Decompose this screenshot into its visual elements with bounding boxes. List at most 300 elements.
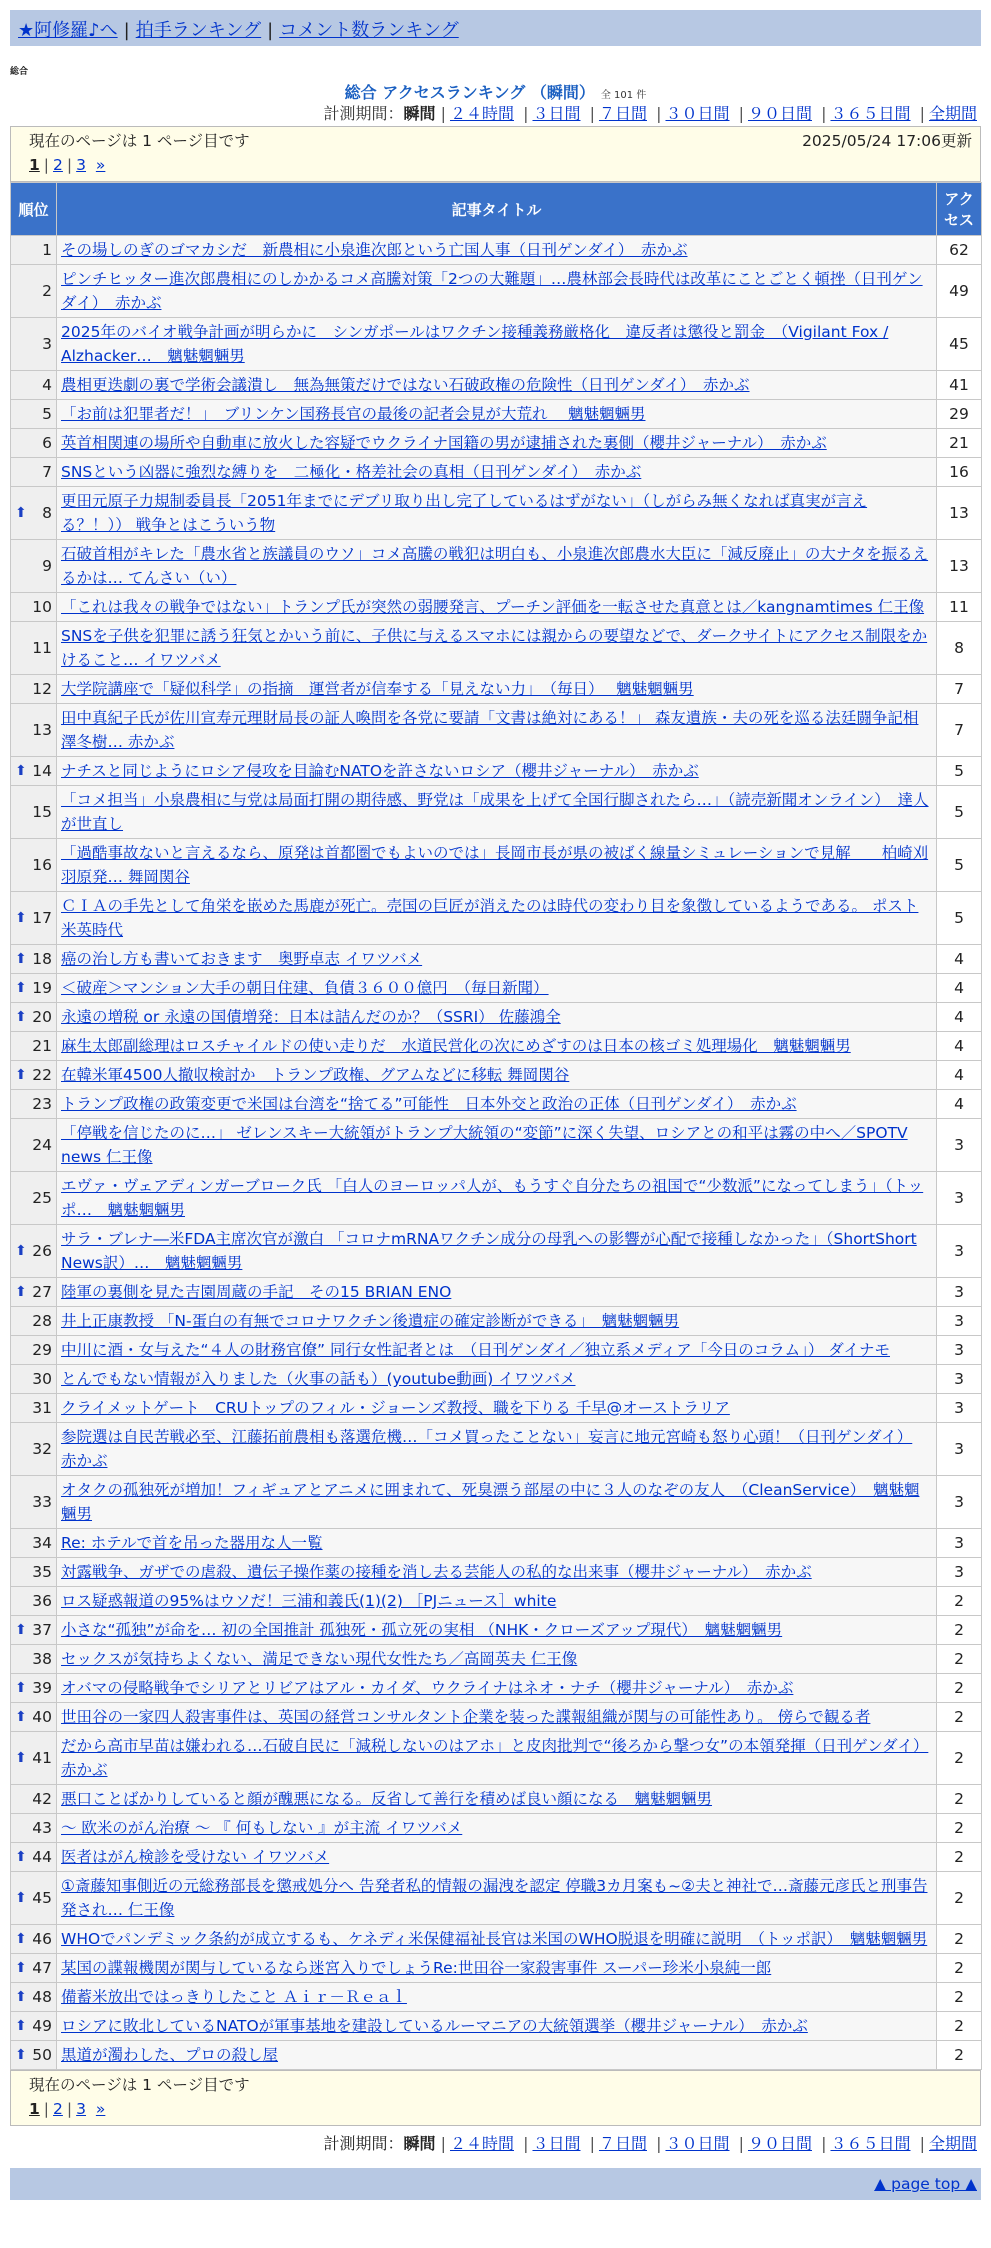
article-title-link[interactable]: ①斎藤知事側近の元総務部長を懲戒処分へ 告発者私的情報の漏洩を認定 停職3カ月案も~②夫と神社で…斎藤元彦氏と刑事告発され… 仁王像 <box>61 1877 928 1919</box>
period-link-24h[interactable]: ２４時間 <box>449 104 514 123</box>
table-row <box>11 839 982 892</box>
table-row <box>11 2012 982 2041</box>
rank-number: 30 <box>32 1370 52 1388</box>
article-title-link[interactable]: ～ 欧米のがん治療 ～ 『 何もしない 』が主流 イワツバメ <box>61 1819 463 1837</box>
article-title-link[interactable]: 在韓米軍4500人撤収検討か トランプ政権、グアムなどに移転 舞岡関谷 <box>61 1066 570 1084</box>
access-count: 41 <box>937 371 982 400</box>
article-title-link[interactable]: Re: ホテルで首を吊った器用な人一覧 <box>61 1534 323 1552</box>
rank-number: 19 <box>32 979 52 997</box>
article-title-link[interactable]: 「停戦を信じたのに…」 ゼレンスキー大統領がトランプ大統領の“変節”に深く失望、ロシアとの和平は霧の中へ／SPOTV news 仁王像 <box>61 1124 908 1166</box>
rank-up-arrow-icon: ⬆ <box>15 980 27 996</box>
table-row <box>11 1732 982 1785</box>
home-link[interactable]: ★阿修羅♪へ <box>18 20 118 41</box>
access-count: 5 <box>937 839 982 892</box>
rank-up-arrow-icon: ⬆ <box>15 1960 27 1976</box>
period-link-all[interactable]: 全期間 <box>928 104 977 123</box>
title-cell <box>57 704 937 757</box>
rank-number: 23 <box>32 1095 52 1113</box>
title-cell <box>57 622 937 675</box>
title-cell <box>57 540 937 593</box>
access-count: 7 <box>937 704 982 757</box>
rank-cell <box>11 675 57 704</box>
title-cell <box>57 1674 937 1703</box>
title-cell <box>57 1954 937 1983</box>
title-cell <box>57 1587 937 1616</box>
article-title-link[interactable]: 永遠の増税 or 永遠の国債増発：日本は詰んだのか？（SSRI） 佐藤鴻全 <box>61 1008 561 1026</box>
table-row <box>11 1587 982 1616</box>
access-count: 3 <box>937 1172 982 1225</box>
article-title-link[interactable]: 井上正康教授 「N-蛋白の有無でコロナワクチン後遺症の確定診断ができる」 魑魅魍魎男 <box>61 1312 680 1330</box>
period-link-24h-bottom[interactable]: ２４時間 <box>449 2134 514 2153</box>
total-count: 全 101 件 <box>600 90 647 101</box>
table-row <box>11 2041 982 2070</box>
rank-cell <box>11 1307 57 1336</box>
rank-number: 50 <box>32 2046 52 2064</box>
title-cell <box>57 1529 937 1558</box>
access-count: 3 <box>937 1394 982 1423</box>
title-cell <box>57 839 937 892</box>
access-count: 2 <box>937 1674 982 1703</box>
rank-up-arrow-icon: ⬆ <box>15 1067 27 1083</box>
title-cell <box>57 2012 937 2041</box>
article-title-link[interactable]: オタクの孤独死が増加！フィギュアとアニメに囲まれて、死臭漂う部屋の中に３人のなぞの友人 （CleanService） 魑魅魍魎男 <box>61 1481 920 1523</box>
period-link-30d-bottom[interactable]: ３０日間 <box>665 2134 730 2153</box>
title-cell <box>57 1814 937 1843</box>
access-count: 3 <box>937 1529 982 1558</box>
article-title-link[interactable]: 医者はがん検診を受けない イワツバメ <box>61 1848 330 1866</box>
rank-number: 45 <box>32 1889 52 1907</box>
table-row <box>11 1336 982 1365</box>
table-row <box>11 1032 982 1061</box>
access-count: 2 <box>937 1925 982 1954</box>
title-cell <box>57 1732 937 1785</box>
access-count: 2 <box>937 1703 982 1732</box>
article-title-link[interactable]: ＜破産＞マンション大手の朝日住建、負債３６００億円 （毎日新聞） <box>61 979 549 997</box>
article-title-link[interactable]: 黒道が濁わした、プロの殺し屋 <box>61 2046 279 2064</box>
rank-cell <box>11 487 57 540</box>
access-count: 13 <box>937 487 982 540</box>
rank-cell <box>11 1558 57 1587</box>
rank-cell <box>11 786 57 839</box>
article-title-link[interactable]: 参院選は自民苦戦必至、江藤拓前農相も落選危機…「コメ買ったことない」妄言に地元宮崎も怒り心頭！（日刊ゲンダイ） 赤かぶ <box>61 1428 913 1470</box>
rank-number: 16 <box>32 856 52 874</box>
rank-cell <box>11 593 57 622</box>
rank-up-arrow-icon: ⬆ <box>15 1284 27 1300</box>
article-title-link[interactable]: サラ・ブレナ―米FDA主席次官が激白 「コロナmRNAワクチン成分の母乳への影響が心配で接種しなかった」（ShortShort News訳）… 魑魅魍魎男 <box>61 1230 917 1272</box>
title-cell <box>57 593 937 622</box>
table-row <box>11 487 982 540</box>
title-cell <box>57 2041 937 2070</box>
rank-cell <box>11 458 57 487</box>
access-count: 5 <box>937 757 982 786</box>
table-row <box>11 974 982 1003</box>
table-row <box>11 400 982 429</box>
rank-cell <box>11 1423 57 1476</box>
table-row <box>11 265 982 318</box>
title-cell <box>57 1843 937 1872</box>
period-link-30d[interactable]: ３０日間 <box>665 104 730 123</box>
access-count: 2 <box>937 1872 982 1925</box>
access-count: 29 <box>937 400 982 429</box>
table-header-row <box>11 183 982 236</box>
access-count: 45 <box>937 318 982 371</box>
rank-up-arrow-icon: ⬆ <box>15 1622 27 1638</box>
title-cell <box>57 458 937 487</box>
page-top-link[interactable]: ▲ page top ▲ <box>874 2175 977 2193</box>
access-count: 21 <box>937 429 982 458</box>
rank-cell <box>11 1645 57 1674</box>
article-title-link[interactable]: ピンチヒッター進次郎農相にのしかかるコメ高騰対策「2つの大難題」…農林部会長時代は改革にことごとく頓挫（日刊ゲンダイ） 赤かぶ <box>61 270 923 312</box>
page-link-3-bottom[interactable]: 3 <box>76 2100 87 2118</box>
rank-number: 13 <box>32 721 52 739</box>
period-link-all-bottom[interactable]: 全期間 <box>928 2134 977 2153</box>
rank-up-arrow-icon: ⬆ <box>15 505 27 521</box>
access-count: 4 <box>937 1090 982 1119</box>
table-row <box>11 1843 982 1872</box>
page-status: 現在のページは 1 ページ目です <box>29 132 250 150</box>
rank-cell <box>11 2041 57 2070</box>
article-title-link[interactable]: WHOでパンデミック条約が成立するも、ケネディ米保健福祉長官は米国のWHO脱退を明確に説明 （トッポ訳） 魑魅魍魎男 <box>61 1930 928 1948</box>
rank-number: 40 <box>32 1708 52 1726</box>
rank-number: 31 <box>32 1399 52 1417</box>
access-count: 3 <box>937 1476 982 1529</box>
access-count: 3 <box>937 1365 982 1394</box>
article-title-link[interactable]: ナチスと同じようにロシア侵攻を目論むNATOを許さないロシア（櫻井ジャーナル） 赤かぶ <box>61 762 699 780</box>
access-count: 4 <box>937 945 982 974</box>
rank-number: 1 <box>42 241 52 259</box>
title-cell <box>57 1703 937 1732</box>
period-link-7d-bottom[interactable]: ７日間 <box>598 2134 647 2153</box>
rank-up-arrow-icon: ⬆ <box>15 910 27 926</box>
period-link-90d-bottom[interactable]: ９０日間 <box>747 2134 812 2153</box>
title-cell <box>57 1925 937 1954</box>
table-row <box>11 1983 982 2012</box>
title-cell <box>57 892 937 945</box>
rank-up-arrow-icon: ⬆ <box>15 1709 27 1725</box>
rank-cell <box>11 236 57 265</box>
table-row <box>11 1872 982 1925</box>
article-title-link[interactable]: ロシアに敗北しているNATOが軍事基地を建設しているルーマニアの大統領選挙（櫻井ジャーナル） 赤かぶ <box>61 2017 808 2035</box>
table-row <box>11 1225 982 1278</box>
article-title-link[interactable]: 陸軍の裏側を見た吉園周蔵の手記 その15 BRIAN ENO <box>61 1283 452 1301</box>
nav-separator: | <box>123 20 130 41</box>
table-row <box>11 704 982 757</box>
access-count: 62 <box>937 236 982 265</box>
title-cell <box>57 786 937 839</box>
title-cell <box>57 265 937 318</box>
rank-cell <box>11 945 57 974</box>
article-title-link[interactable]: 麻生太郎副総理はロスチャイルドの使い走りだ 水道民営化の次にめざすのは日本の核ゴミ処理場化 魑魅魍魎男 <box>61 1037 851 1055</box>
rank-number: 20 <box>32 1008 52 1026</box>
title-cell <box>57 1476 937 1529</box>
rank-cell <box>11 1394 57 1423</box>
rank-number: 9 <box>42 557 52 575</box>
rank-number: 26 <box>32 1242 52 1260</box>
nav-separator: | <box>267 20 274 41</box>
period-link-90d[interactable]: ９０日間 <box>747 104 812 123</box>
article-title-link[interactable]: ロス疑惑報道の95%はウソだ！三浦和義氏(1)(2) ［PJニュース］white <box>61 1592 557 1610</box>
rank-number: 46 <box>32 1930 52 1948</box>
rank-number: 17 <box>32 909 52 927</box>
rank-up-arrow-icon: ⬆ <box>15 1989 27 2005</box>
title-cell <box>57 1785 937 1814</box>
article-title-link[interactable]: 大学院講座で「疑似科学」の指摘 運営者が信奉する「見えない力」 （毎日） 魑魅魍魎男 <box>61 680 694 698</box>
rank-cell <box>11 1785 57 1814</box>
page-link-3[interactable]: 3 <box>76 156 87 174</box>
access-count: 2 <box>937 1616 982 1645</box>
current-page: 1 <box>29 156 40 174</box>
access-count: 3 <box>937 1119 982 1172</box>
rank-number: 27 <box>32 1283 52 1301</box>
access-count: 16 <box>937 458 982 487</box>
rank-cell <box>11 1954 57 1983</box>
title-cell <box>57 675 937 704</box>
table-row <box>11 1119 982 1172</box>
period-link-365d-bottom[interactable]: ３６５日間 <box>830 2134 911 2153</box>
rank-number: 41 <box>32 1749 52 1767</box>
title-cell <box>57 1119 937 1172</box>
next-page-link-bottom[interactable]: » <box>95 2100 106 2118</box>
rank-cell <box>11 1172 57 1225</box>
article-title-link[interactable]: 2025年のバイオ戦争計画が明らかに シンガポールはワクチン接種義務厳格化 違反者は懲役と罰金 （Vigilant Fox / Alzhacker… 魑魅魍魎男 <box>61 323 889 365</box>
ranking-table <box>10 182 982 2070</box>
rank-cell <box>11 1090 57 1119</box>
article-title-link[interactable]: 某国の諜報機関が関与しているなら迷宮入りでしょうRe:世田谷一家殺害事件 スーパー珍米小泉純一郎 <box>61 1959 772 1977</box>
period-link-3d[interactable]: ３日間 <box>532 104 581 123</box>
access-count: 2 <box>937 1587 982 1616</box>
article-title-link[interactable]: クライメットゲート CRUトップのフィル・ジョーンズ教授、職を下りる 千早@オーストラリア <box>61 1399 730 1417</box>
rank-number: 37 <box>32 1621 52 1639</box>
access-count: 4 <box>937 1032 982 1061</box>
table-row <box>11 236 982 265</box>
article-title-link[interactable]: 農相更迭劇の裏で学術会議潰し 無為無策だけではない石破政権の危険性（日刊ゲンダイ） 赤かぶ <box>61 376 750 394</box>
rank-cell <box>11 839 57 892</box>
period-current-bottom: 瞬間 <box>403 2134 436 2153</box>
rank-number: 38 <box>32 1650 52 1668</box>
table-row <box>11 1307 982 1336</box>
article-title-link[interactable]: 「過酷事故ないと言えるなら、原発は首都圏でもよいのでは」長岡市長が県の被ばく線量シミュレーションで見解 柏崎刈羽原発… 舞岡関谷 <box>61 844 929 886</box>
rank-cell <box>11 1925 57 1954</box>
title-cell <box>57 1558 937 1587</box>
table-row <box>11 1925 982 1954</box>
rank-cell <box>11 1003 57 1032</box>
page-link-2[interactable]: 2 <box>53 156 63 174</box>
access-count: 3 <box>937 1423 982 1476</box>
rank-number: 15 <box>32 803 52 821</box>
title-cell <box>57 487 937 540</box>
access-count: 4 <box>937 1003 982 1032</box>
rank-cell <box>11 1674 57 1703</box>
table-row <box>11 540 982 593</box>
title-cell <box>57 1003 937 1032</box>
title-cell <box>57 1090 937 1119</box>
rank-number: 42 <box>32 1790 52 1808</box>
title-cell <box>57 318 937 371</box>
title-cell <box>57 974 937 1003</box>
article-title-link[interactable]: トランプ政権の政策変更で米国は台湾を“捨てる”可能性 日本外交と政治の正体（日刊ゲンダイ） 赤かぶ <box>61 1095 797 1113</box>
rank-cell <box>11 1983 57 2012</box>
title-cell <box>57 1172 937 1225</box>
article-title-link[interactable]: 対露戦争、ガザでの虐殺、遺伝子操作薬の接種を消し去る芸能人の私的な出来事（櫻井ジャーナル） 赤かぶ <box>61 1563 812 1581</box>
title-cell <box>57 1423 937 1476</box>
rank-number: 32 <box>32 1440 52 1458</box>
page-link-2-bottom[interactable]: 2 <box>53 2100 63 2118</box>
table-row <box>11 1278 982 1307</box>
article-title-link[interactable]: 石破首相がキレた「農水省と族議員のウソ」コメ高騰の戦犯は明白も、小泉進次郎農水大臣に「減反廃止」の大ナタを振るえるかは… てんさい（い） <box>61 545 929 587</box>
page-status-bottom: 現在のページは 1 ページ目です <box>29 2076 250 2094</box>
rank-header: 順位 <box>11 183 57 236</box>
period-link-7d[interactable]: ７日間 <box>598 104 647 123</box>
rank-number: 34 <box>32 1534 52 1552</box>
article-title-link[interactable]: SNSを子供を犯罪に誘う狂気とかいう前に、子供に与えるスマホには親からの要望などで、ダークサイトにアクセス制限をかけること… イワツバメ <box>61 627 928 669</box>
rank-cell <box>11 429 57 458</box>
rank-number: 5 <box>42 405 52 423</box>
title-cell <box>57 1616 937 1645</box>
article-title-link[interactable]: 「お前は犯罪者だ！」 ブリンケン国務長官の最後の記者会見が大荒れ 魑魅魍魎男 <box>61 405 646 423</box>
title-cell <box>57 1307 937 1336</box>
access-count: 2 <box>937 1732 982 1785</box>
footer-bar <box>10 2168 981 2200</box>
table-row <box>11 371 982 400</box>
rank-cell <box>11 622 57 675</box>
access-count: 3 <box>937 1225 982 1278</box>
rank-cell <box>11 1529 57 1558</box>
rank-cell <box>11 540 57 593</box>
title-cell <box>57 1645 937 1674</box>
table-row <box>11 1003 982 1032</box>
rank-cell <box>11 892 57 945</box>
access-count: 2 <box>937 2041 982 2070</box>
article-title-link[interactable]: オバマの侵略戦争でシリアとリビアはアル・カイダ、ウクライナはネオ・ナチ（櫻井ジャーナル） 赤かぶ <box>61 1679 794 1697</box>
period-link-3d-bottom[interactable]: ３日間 <box>532 2134 581 2153</box>
rank-cell <box>11 1225 57 1278</box>
top-nav-bar <box>10 10 981 46</box>
article-title-link[interactable]: 「コメ担当」小泉農相に与党は局面打開の期待感、野党は「成果を上げて全国行脚されたら…」（読売新聞オンライン） 達人が世直し <box>61 791 929 833</box>
rank-number: 48 <box>32 1988 52 2006</box>
period-current: 瞬間 <box>403 104 436 123</box>
access-count: 3 <box>937 1307 982 1336</box>
rank-number: 12 <box>32 680 52 698</box>
article-title-link[interactable]: 備蓄米放出ではっきりしたこと Ａｉｒ－Ｒｅａｌ <box>61 1988 407 2006</box>
article-title-link[interactable]: 小さな“孤独”が命を… 初の全国推計 孤独死・孤立死の実相 （NHK・クローズアップ現代） 魑魅魍魎男 <box>61 1621 783 1639</box>
rank-cell <box>11 1814 57 1843</box>
rank-number: 7 <box>42 463 52 481</box>
article-title-link[interactable]: 英首相関連の場所や自動車に放火した容疑でウクライナ国籍の男が逮捕された裏側（櫻井ジャーナル） 赤かぶ <box>61 434 827 452</box>
title-cell <box>57 1225 937 1278</box>
title-header: 記事タイトル <box>57 183 937 236</box>
article-title-link[interactable]: 癌の治し方も書いておきます 奥野卓志 イワツバメ <box>61 950 423 968</box>
title-cell <box>57 1032 937 1061</box>
rank-number: 47 <box>32 1959 52 1977</box>
title-cell <box>57 236 937 265</box>
period-link-365d[interactable]: ３６５日間 <box>830 104 911 123</box>
rank-up-arrow-icon: ⬆ <box>15 1009 27 1025</box>
period-selector: 計測期間：瞬間 | ２４時間 | ３日間 | ７日間 | ３０日間 | ９０日間 | ３６５日間 | 全期間 <box>323 104 977 123</box>
table-row <box>11 429 982 458</box>
table-row <box>11 1394 982 1423</box>
title-cell <box>57 1365 937 1394</box>
pager-top: 現在のページは 1 ページ目です 2025/05/24 17:06更新 1 | 2 | 3 » <box>10 126 981 182</box>
rank-number: 4 <box>42 376 52 394</box>
access-count: 3 <box>937 1336 982 1365</box>
article-title-link[interactable]: とんでもない情報が入りました（火事の話も）(youtube動画) イワツバメ <box>61 1370 576 1388</box>
title-cell <box>57 429 937 458</box>
access-count: 11 <box>937 593 982 622</box>
clap-ranking-link[interactable]: 拍手ランキング <box>135 20 262 41</box>
rank-up-arrow-icon: ⬆ <box>15 1680 27 1696</box>
rank-up-arrow-icon: ⬆ <box>15 1931 27 1947</box>
rank-number: 22 <box>32 1066 52 1084</box>
title-cell <box>57 1394 937 1423</box>
access-count: 2 <box>937 1954 982 1983</box>
rank-cell <box>11 1061 57 1090</box>
article-title-link[interactable]: 田中真紀子氏が佐川宣寿元理財局長の証人喚問を各党に要請「文書は絶対にある！」 森友遺族・夫の死を巡る法廷闘争記相澤冬樹… 赤かぶ <box>61 709 919 751</box>
rank-cell <box>11 757 57 786</box>
comment-ranking-link[interactable]: コメント数ランキング <box>279 20 459 41</box>
table-row <box>11 892 982 945</box>
article-title-link[interactable]: セックスが気持ちよくない、満足できない現代女性たち／高岡英夫 仁王像 <box>61 1650 578 1668</box>
table-row <box>11 1616 982 1645</box>
table-row <box>11 1674 982 1703</box>
title-cell <box>57 945 937 974</box>
rank-cell <box>11 1587 57 1616</box>
article-title-link[interactable]: 更田元原子力規制委員長「2051年までにデブリ取り出し完了しているはずがない」（しがらみ無くなれば真実が言える？！）） 戦争とはこういう物 <box>61 492 868 534</box>
next-page-link[interactable]: » <box>95 156 106 174</box>
article-title-link[interactable]: 世田谷の一家四人殺害事件は、英国の経営コンサルタント企業を装った諜報組織が関与の可能性あり。 傍らで観る者 <box>61 1708 871 1726</box>
current-page-bottom: 1 <box>29 2100 40 2118</box>
table-row <box>11 622 982 675</box>
rank-cell <box>11 1336 57 1365</box>
rank-cell <box>11 1476 57 1529</box>
access-count: 49 <box>937 265 982 318</box>
rank-number: 28 <box>32 1312 52 1330</box>
rank-up-arrow-icon: ⬆ <box>15 1890 27 1906</box>
updated-time: 2025/05/24 17:06更新 <box>802 132 972 150</box>
access-count: 2 <box>937 2012 982 2041</box>
rank-cell <box>11 1703 57 1732</box>
article-title-link[interactable]: 「これは我々の戦争ではない」トランプ氏が突然の弱腰発言、プーチン評価を一転させた真意とは／kangnamtimes 仁王像 <box>61 598 925 616</box>
rank-cell <box>11 974 57 1003</box>
article-title-link[interactable]: ＣＩＡの手先として角栄を嵌めた馬鹿が死亡。売国の巨匠が消えたのは時代の変わり目を象徴しているようである。 ポスト米英時代 <box>61 897 919 939</box>
category-label: 総合 <box>10 67 29 77</box>
article-title-link[interactable]: その場しのぎのゴマカシだ 新農相に小泉進次郎という亡国人事（日刊ゲンダイ） 赤かぶ <box>61 241 688 259</box>
rank-cell <box>11 371 57 400</box>
page-title-text: 総合 アクセスランキング （瞬間） <box>344 83 595 102</box>
access-count: 2 <box>937 1785 982 1814</box>
article-title-link[interactable]: SNSという凶器に強烈な縛りを 二極化・格差社会の真相（日刊ゲンダイ） 赤かぶ <box>61 463 642 481</box>
table-row <box>11 786 982 839</box>
rank-cell <box>11 1365 57 1394</box>
table-row <box>11 318 982 371</box>
rank-number: 43 <box>32 1819 52 1837</box>
period-label: 計測期間： <box>323 104 404 123</box>
title-cell <box>57 757 937 786</box>
rank-cell <box>11 1119 57 1172</box>
table-row <box>11 1476 982 1529</box>
article-title-link[interactable]: エヴァ・ヴェアディンガーブローク氏 「白人のヨーロッパ人が、もうすぐ自分たちの祖国で“少数派”になってしまう」（トッポ… 魑魅魍魎男 <box>61 1177 924 1219</box>
article-title-link[interactable]: 悪口ことばかりしていると顔が醜悪になる。反省して善行を積めば良い顔になる 魑魅魍魎男 <box>61 1790 713 1808</box>
period-selector-bottom: 計測期間：瞬間 | ２４時間 | ３日間 | ７日間 | ３０日間 | ９０日間 | ３６５日間 | 全期間 <box>323 2134 977 2153</box>
table-row <box>11 1529 982 1558</box>
title-cell <box>57 1278 937 1307</box>
article-title-link[interactable]: 中川に酒・女与えた“４人の財務官僚” 同行女性記者とは （日刊ゲンダイ／独立系メディア「今日のコラム」） ダイナモ <box>61 1341 890 1359</box>
title-cell <box>57 371 937 400</box>
article-title-link[interactable]: だから高市早苗は嫌われる…石破自民に「減税しないのはアホ」と皮肉批判で“後ろから撃つ女”の本領発揮（日刊ゲンダイ） 赤かぶ <box>61 1737 929 1779</box>
rank-number: 21 <box>32 1037 52 1055</box>
title-cell <box>57 1872 937 1925</box>
access-count: 7 <box>937 675 982 704</box>
table-row <box>11 945 982 974</box>
